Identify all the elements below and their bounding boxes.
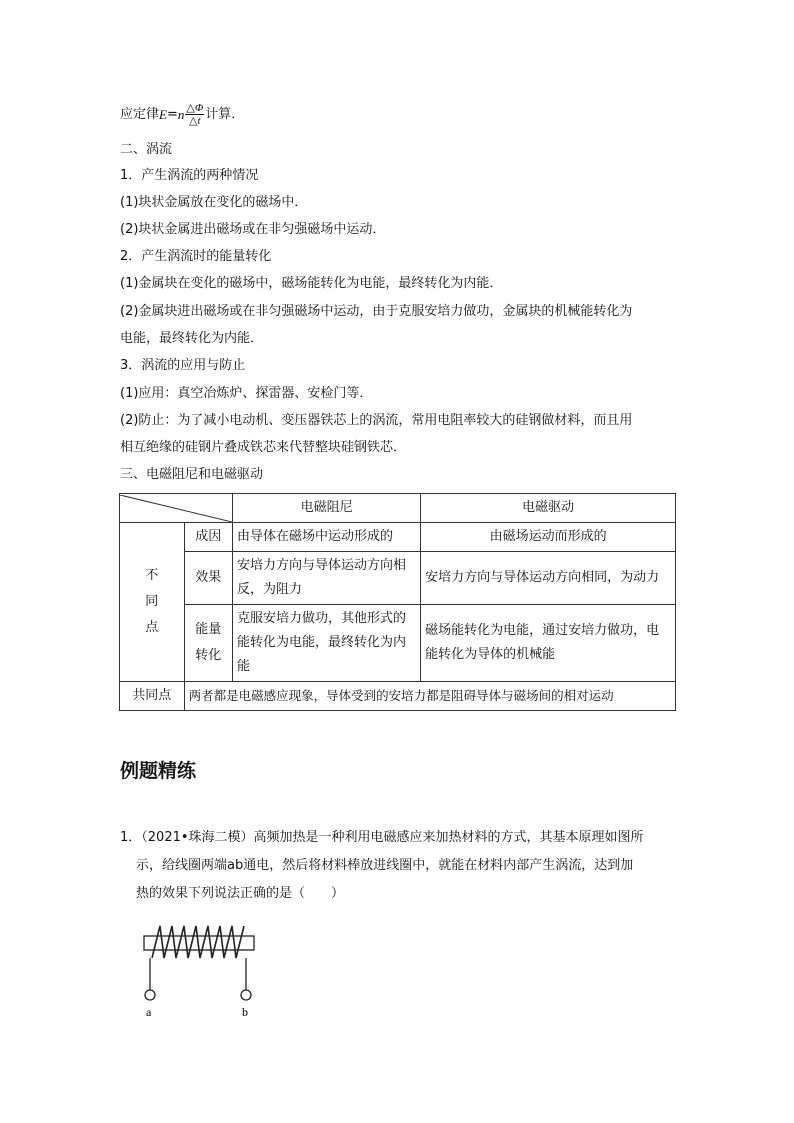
row-label: 效果 <box>184 552 232 605</box>
section-title-damping: 三、电磁阻尼和电磁驱动 <box>120 467 264 482</box>
coil-diagram <box>138 918 268 1028</box>
section-title-eddy: 二、涡流 <box>120 142 173 157</box>
group-label-char: 同 <box>145 594 159 609</box>
row-label: 能量转化 <box>184 605 232 682</box>
list-item: 相互绝缘的硅钢片叠成铁芯来代替整块硅钢铁芯． <box>120 440 407 455</box>
terminal-a-label: a <box>146 1005 152 1019</box>
cell-driving: 磁场能转化为电能，通过安培力做功，电能转化为导体的机械能 <box>421 605 676 682</box>
fraction-numerator: △Φ <box>186 102 204 114</box>
row-label: 成因 <box>184 523 232 552</box>
subsection-title-2: 2．产生涡流时的能量转化 <box>120 249 272 264</box>
table-row <box>120 605 676 682</box>
table-row <box>120 552 676 605</box>
list-item: (1)金属块在变化的磁场中，磁场能转化为电能，最终转化为内能． <box>120 276 503 291</box>
fraction <box>185 102 204 127</box>
header-damping: 电磁阻尼 <box>233 494 421 523</box>
list-item: (1)块状金属放在变化的磁场中． <box>120 195 308 210</box>
diagonal-header-cell <box>120 494 233 523</box>
group-label-char: 点 <box>145 620 159 635</box>
question-1 <box>120 824 680 908</box>
list-item: 电能，最终转化为内能． <box>120 331 264 346</box>
equals-sign: = <box>166 106 178 122</box>
common-label: 共同点 <box>120 682 185 711</box>
group-label-cell <box>120 523 185 682</box>
terminal-a <box>145 990 155 1000</box>
list-item: (2)金属块进出磁场或在非匀强磁场中运动，由于克服安培力做功，金属块的机械能转化为 <box>120 304 633 319</box>
law-suffix: 计算． <box>205 106 245 122</box>
symbol-n: n <box>177 106 185 122</box>
symbol-E: E <box>159 106 167 122</box>
cell-damping: 克服安培力做功，其他形式的能转化为电能，最终转化为内能 <box>233 605 421 682</box>
table-row <box>120 523 676 552</box>
table-header-row <box>120 494 676 523</box>
terminal-b-label: b <box>242 1005 248 1019</box>
header-driving: 电磁驱动 <box>421 494 676 523</box>
cell-driving: 由磁场运动而形成的 <box>421 523 676 552</box>
list-item: (2)块状金属进出磁场或在非匀强磁场中运动． <box>120 222 386 237</box>
terminal-b <box>241 990 251 1000</box>
table-row-common <box>120 682 676 711</box>
question-line: 示，给线圈两端ab通电，然后将材料棒放进线圈中，就能在材料内部产生涡流，达到加 <box>136 858 634 873</box>
list-item: (1)应用：真空冶炼炉、探雷器、安检门等． <box>120 386 373 401</box>
cell-damping: 安培力方向与导体运动方向相反，为阻力 <box>233 552 421 605</box>
diagonal-line <box>120 495 232 522</box>
subsection-title-3: 3．涡流的应用与防止 <box>120 358 246 373</box>
list-item: (2)防止：为了减小电动机、变压器铁芯上的涡流，常用电阻率较大的硅钢做材料，而且用 <box>120 413 633 428</box>
group-label-char: 不 <box>145 568 159 583</box>
question-text: 高频加热是一种利用电磁感应来加热材料的方式，其基本原理如图所 <box>253 830 644 845</box>
common-text: 两者都是电磁感应现象，导体受到的安培力都是阻碍导体与磁场间的相对运动 <box>184 682 675 711</box>
question-source: （2021•珠海二模） <box>141 830 254 845</box>
faraday-law-line <box>120 102 244 127</box>
cell-damping: 由导体在磁场中运动形成的 <box>233 523 421 552</box>
comparison-table <box>119 493 676 711</box>
fraction-denominator: △t <box>189 115 201 127</box>
law-prefix: 应定律 <box>120 106 160 122</box>
question-line: 热的效果下列说法正确的是（ ） <box>136 886 345 901</box>
question-line <box>120 824 680 852</box>
subsection-title-1: 1．产生涡流的两种情况 <box>120 168 259 183</box>
coil-windings <box>152 926 244 958</box>
examples-heading: 例题精练 <box>120 760 197 782</box>
cell-driving: 安培力方向与导体运动方向相同，为动力 <box>421 552 676 605</box>
question-number: 1． <box>120 830 142 845</box>
